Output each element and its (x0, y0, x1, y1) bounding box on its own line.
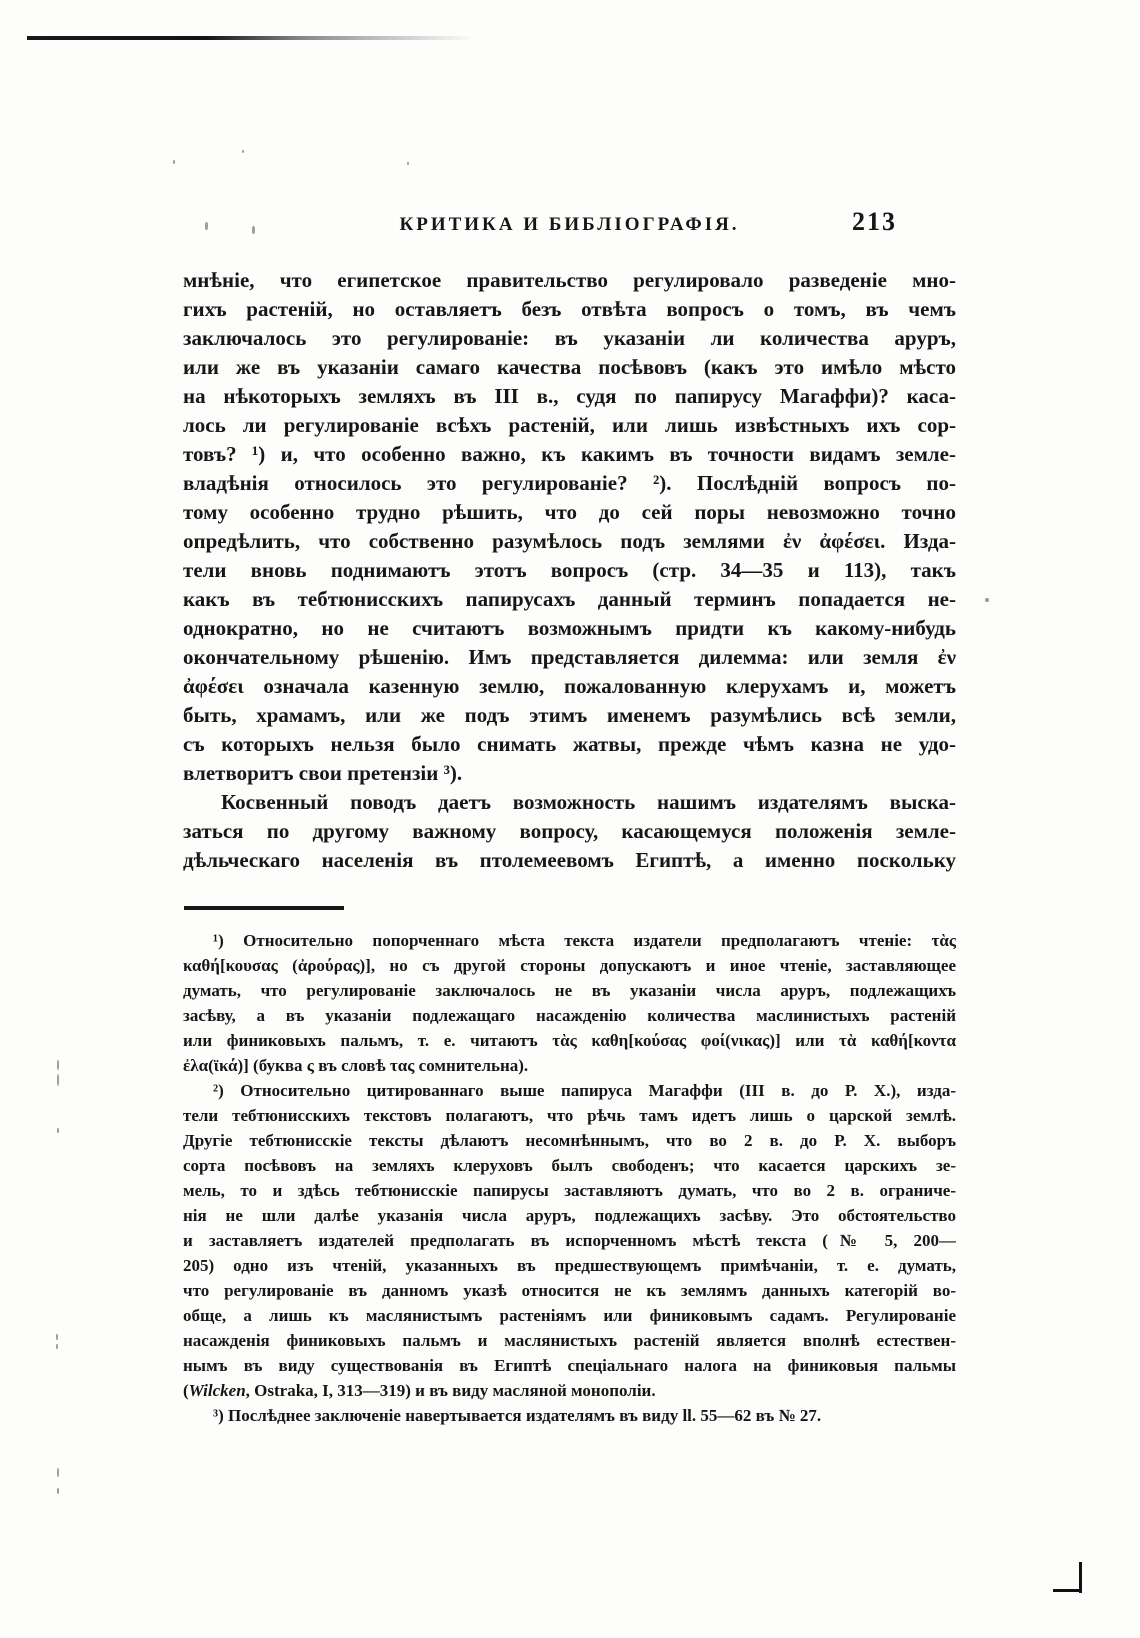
text-line (183, 1053, 956, 1078)
text-segment: лось ли регулированіе всѣхъ растеній, или лишь извѣстныхъ ихъ сор- (183, 413, 956, 437)
text-line (183, 1403, 956, 1428)
scan-corner-bracket (1053, 1589, 1082, 1592)
scan-mark (407, 162, 409, 165)
text-line (183, 978, 956, 1003)
text-segment: быть, храмамъ, или же подъ этимъ именемъ разумѣлись всѣ земли, (183, 703, 956, 727)
text-segment: однократно, но не считаютъ возможнымъ придти къ какому-нибудь (183, 616, 956, 640)
text-line (183, 701, 956, 730)
text-segment: Другіе тебтюнисскіе тексты дѣлаютъ несомнѣннымъ, что во 2 в. до Р. Х. выборъ (183, 1131, 956, 1150)
text-segment: окончательному рѣшенію. Имъ представляется дилемма: или земля ἐν (183, 645, 956, 669)
text-segment: тому особенно трудно рѣшить, что до сей поры невозможно точно (183, 500, 956, 524)
text-segment: , Ostraka, I, 313—319) и въ виду масляной монополіи. (245, 1381, 656, 1400)
text-line (183, 1178, 956, 1203)
text-line (183, 759, 956, 788)
scan-mark (56, 1344, 58, 1349)
scan-mark (57, 1488, 59, 1494)
text-line (183, 1103, 956, 1128)
text-segment: сорта посѣвовъ на земляхъ клеруховъ былъ свободенъ; что касается царскихъ зе- (183, 1156, 956, 1175)
scan-mark (56, 1334, 58, 1340)
text-line (183, 730, 956, 759)
text-line (183, 928, 956, 953)
text-line (183, 527, 956, 556)
text-segment: тели тебтюнисскихъ текстовъ полагаютъ, что рѣчь тамъ идетъ лишь о царской землѣ. (183, 1106, 956, 1125)
text-line (183, 1078, 956, 1103)
footnote-separator (184, 906, 344, 910)
text-line (183, 411, 956, 440)
text-segment: обще, а лишь къ маслянистымъ растеніямъ или финиковымъ садамъ. Регулированіе (183, 1306, 956, 1325)
text-segment: влетворитъ свои претензіи ³). (183, 761, 463, 785)
text-segment: товъ? ¹) и, что особенно важно, къ какимъ въ точности видамъ земле- (183, 442, 956, 466)
text-line (183, 817, 956, 846)
text-line (183, 324, 956, 353)
text-segment: нія не шли далѣе указанія числа аруръ, подлежащихъ засѣву. Это обстоятельство (183, 1206, 956, 1225)
text-line (183, 1353, 956, 1378)
scan-mark (242, 150, 244, 153)
scan-mark (985, 598, 989, 602)
text-line (183, 1153, 956, 1178)
text-line (183, 382, 956, 411)
text-segment: Косвенный поводъ даетъ возможность нашимъ издателямъ выска- (221, 790, 956, 814)
text-line (183, 1328, 956, 1353)
text-segment: какъ въ тебтюнисскихъ папирусахъ данный терминъ попадается не- (183, 587, 956, 611)
text-segment: опредѣлить, что собственно разумѣлось подъ землями ἐν ἀφέσει. Изда- (183, 529, 956, 553)
text-segment: ³) Послѣднее заключеніе навертывается издателямъ въ виду ll. 55—62 въ № 27. (213, 1406, 822, 1425)
text-line (183, 266, 956, 295)
text-line (183, 1378, 956, 1403)
text-segment: ἀφέσει означала казенную землю, пожалованную клерухамъ и, можетъ (183, 674, 956, 698)
text-line (183, 846, 956, 875)
page-number: 213 (852, 207, 897, 236)
text-line (183, 353, 956, 382)
text-line (183, 498, 956, 527)
text-line (183, 788, 956, 817)
text-line (183, 1028, 956, 1053)
text-line (183, 953, 956, 978)
text-line (183, 672, 956, 701)
text-segment: на нѣкоторыхъ земляхъ въ III в., судя по папирусу Магаффи)? каса- (183, 384, 956, 408)
text-line (183, 1128, 956, 1153)
scan-artifact-top-line (27, 36, 475, 40)
scan-mark (57, 1468, 59, 1477)
text-line (183, 556, 956, 585)
text-segment: насажденія финиковыхъ пальмъ и маслянистыхъ растеній является вполнѣ естествен- (183, 1331, 956, 1350)
text-segment: заключалось это регулированіе: въ указаніи ли количества аруръ, (183, 326, 956, 350)
text-segment: ( (183, 1381, 189, 1400)
text-segment: καθή[κουσας (ἀρούρας)], но съ другой стороны допускаютъ и иное чтеніе, заставляющее (183, 956, 956, 975)
text-segment: заться по другому важному вопросу, касающемуся положенія земле- (183, 819, 956, 843)
text-segment: мнѣніе, что египетское правительство регулировало разведеніе мно- (183, 268, 956, 292)
text-segment: дѣльческаго населенія въ птолемеевомъ Египтѣ, а именно поскольку (183, 848, 956, 872)
text-segment: ἐλα(ϊκά)] (буква ς въ словѣ τας сомнительна). (183, 1056, 529, 1075)
scan-mark (57, 1128, 59, 1133)
text-line (183, 295, 956, 324)
scan-mark (252, 226, 255, 234)
text-segment: или финиковыхъ пальмъ, т. е. читаютъ τὰς καθη[κούσας φοί(νικας)] или τὰ καθή[κοντα (183, 1031, 956, 1050)
italic-text: Wilcken (188, 1381, 246, 1400)
text-segment: нымъ въ виду существованія въ Египтѣ спеціальнаго налога на финиковыя пальмы (183, 1356, 956, 1375)
text-segment: владѣнія относилось это регулированіе? ²). Послѣдній вопросъ по- (183, 471, 956, 495)
text-line (183, 469, 956, 498)
text-line (183, 440, 956, 469)
text-line (183, 643, 956, 672)
text-segment: съ которыхъ нельзя было снимать жатвы, прежде чѣмъ казна не удо- (183, 732, 956, 756)
text-line (183, 614, 956, 643)
text-line (183, 585, 956, 614)
scan-mark (173, 160, 175, 164)
text-line (183, 1203, 956, 1228)
text-segment: 205) одно изъ чтеній, указанныхъ въ предшествующемъ примѣчаніи, т. е. думать, (183, 1256, 956, 1275)
main-text (183, 266, 956, 875)
text-segment: гихъ растеній, но оставляетъ безъ отвѣта вопросъ о томъ, въ чемъ (183, 297, 956, 321)
footnotes (183, 928, 956, 1428)
text-segment: что регулированіе въ данномъ указѣ относится не къ землямъ данныхъ категорій во- (183, 1281, 956, 1300)
scan-mark (57, 1060, 59, 1070)
text-segment: засѣву, а въ указаніи подлежащаго насажденію количества маслинистыхъ растеній (183, 1006, 956, 1025)
text-segment: ²) Относительно цитированнаго выше папируса Магаффи (III в. до Р. Х.), изда- (213, 1081, 956, 1100)
scan-mark (57, 1074, 59, 1086)
text-line (183, 1228, 956, 1253)
text-segment: и заставляетъ издателей предполагать въ испорченномъ мѣстѣ текста (№ 5, 200— (183, 1231, 956, 1250)
text-segment: думать, что регулированіе заключалось не въ указаніи числа аруръ, подлежащихъ (183, 981, 956, 1000)
text-segment: мель, то и здѣсь тебтюнисскіе папирусы заставляютъ думать, что во 2 в. ограниче- (183, 1181, 956, 1200)
text-line (183, 1278, 956, 1303)
text-segment: или же въ указаніи самаго качества посѣвовъ (какъ это имѣло мѣсто (183, 355, 956, 379)
running-header: КРИТИКА И БИБЛІОГРАФІЯ. (399, 214, 740, 235)
text-segment: ¹) Относительно попорченнаго мѣста текста издатели предполагаютъ чтеніе: τὰς (213, 931, 956, 950)
text-segment: тели вновь поднимаютъ этотъ вопросъ (стр. 34—35 и 113), такъ (183, 558, 956, 582)
scan-mark (205, 222, 208, 230)
text-line (183, 1003, 956, 1028)
text-line (183, 1303, 956, 1328)
text-line (183, 1253, 956, 1278)
